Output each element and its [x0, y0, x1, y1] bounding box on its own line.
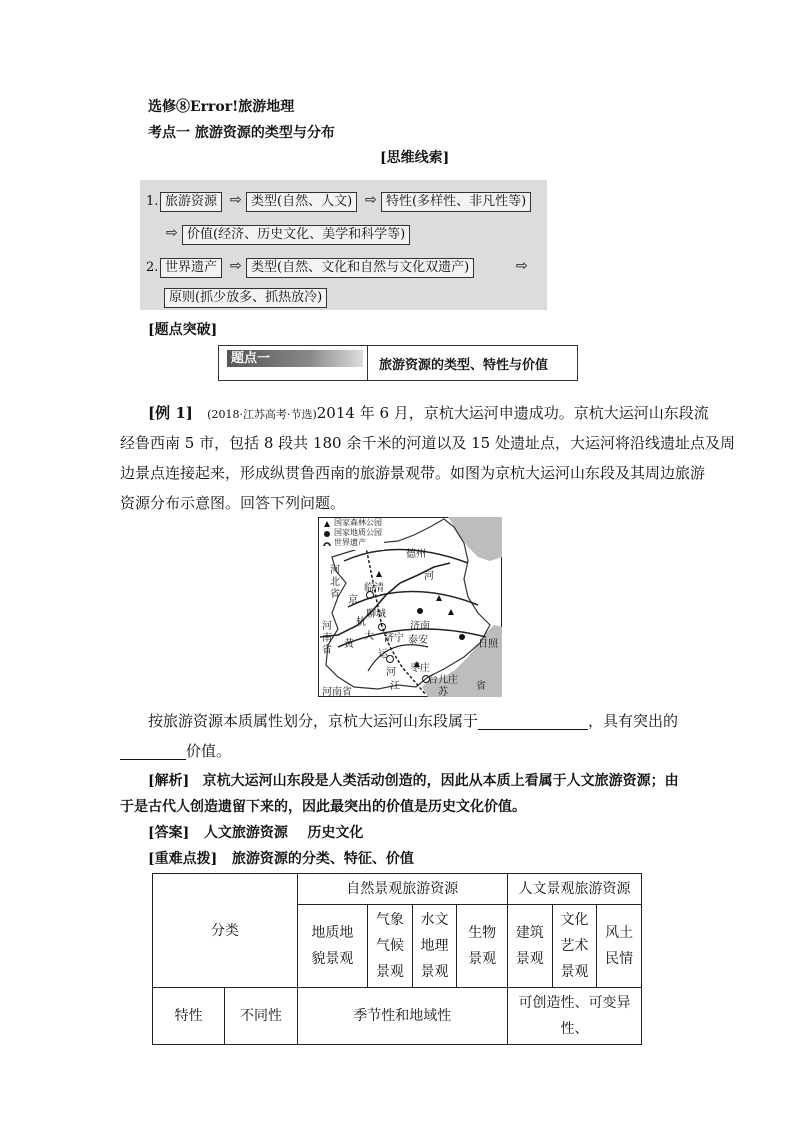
- question-line-2: [120, 736, 231, 766]
- arrow-icon: ⇨: [365, 192, 377, 208]
- label-jing: 京: [348, 595, 358, 606]
- cell-sub-line: 民情: [605, 951, 634, 967]
- place-dezhou: 德州: [406, 549, 426, 560]
- cell-sub: [368, 905, 413, 988]
- example-label: [例 1]: [148, 404, 193, 422]
- example-source: (2018·江苏高考·节选): [207, 408, 317, 421]
- mind-map: [140, 180, 547, 310]
- cell-sub: [552, 905, 597, 988]
- mm-features: 特性(多样性、非凡性等): [381, 192, 531, 212]
- analysis-label: [解析]: [148, 773, 190, 789]
- mm-types-a: 类型(自然、人文): [246, 192, 357, 212]
- label-huang: 黄: [344, 639, 354, 650]
- place-rizhao: 日照: [478, 639, 498, 650]
- analysis-line-1: [148, 767, 679, 795]
- analysis-text-1: 京杭大运河山东段是人类活动创造的，因此从本质上看属于人文旅游资源；由: [202, 773, 679, 789]
- legend-geopark: 国家地质公园: [334, 528, 382, 537]
- cell-sub-line: 生物: [468, 925, 497, 941]
- label-su: 苏: [438, 687, 448, 698]
- label-henan-nan: 南: [322, 633, 332, 644]
- cell-diff: 不同性: [225, 988, 297, 1045]
- classification-table: [152, 873, 642, 1045]
- key-points-text: 旅游资源的分类、特征、价值: [231, 851, 414, 867]
- analysis-text-2: 于是古代人创造遗留下来的，因此最突出的价值是历史文化价值。: [120, 799, 526, 815]
- cell-sub-line: 貌景观: [311, 951, 354, 967]
- arrow-icon: ⇨: [166, 225, 178, 241]
- cell-sub-line: 气象: [375, 912, 404, 928]
- label-yun: 运: [378, 649, 388, 660]
- answer-blank-1[interactable]: [478, 711, 588, 730]
- legend-world-heritage: 世界遗产: [334, 538, 366, 547]
- cell-sub-line: 建筑: [515, 925, 544, 941]
- cell-sub-line: 地质地: [311, 925, 354, 941]
- answer-line: [148, 819, 363, 847]
- thinking-label: [思维线索]: [380, 150, 450, 166]
- place-linqing: 临清: [364, 583, 384, 594]
- module-title: 选修⑧Error!旅游地理: [148, 99, 295, 115]
- label-jiang: 江: [390, 681, 400, 692]
- label-da: 大: [364, 631, 374, 642]
- key-points-line: [148, 845, 414, 873]
- topic-tag: 题点一: [227, 350, 363, 367]
- cell-human-header: 人文景观旅游资源: [507, 874, 641, 905]
- mm-world-heritage: 世界遗产: [160, 258, 222, 278]
- question-line-1: [148, 706, 678, 736]
- mm-principles: 原则(抓少放多、抓热放冷): [164, 288, 327, 308]
- cell-natural-header: 自然景观旅游资源: [297, 874, 507, 905]
- mm-num-2: 2.: [146, 260, 159, 275]
- cell-sub-line: 风土: [605, 925, 634, 941]
- cell-sub-line: 水文: [420, 912, 449, 928]
- arrow-icon: ⇨: [230, 192, 242, 208]
- key-points-label: [重难点拨]: [148, 851, 218, 867]
- cell-sub-line: 气候: [375, 938, 404, 954]
- question-text-3: 价值。: [186, 742, 232, 760]
- mm-tourism-resources: 旅游资源: [160, 192, 222, 212]
- cell-sub-line: 景观: [375, 964, 404, 980]
- label-henan-he: 河: [322, 621, 332, 632]
- cell-human-feature: 可创造性、可变异性、: [507, 988, 641, 1045]
- label-hebei-bei: 北: [330, 577, 340, 588]
- topic-banner: [218, 345, 578, 381]
- cell-feature: 特性: [153, 988, 225, 1045]
- cell-sub: [457, 905, 508, 988]
- example-text-3: 边景点连接起来，形成纵贯鲁西南的旅游景观带。如图为京杭大运河山东段及其周边旅游: [120, 464, 706, 482]
- topic-title: 旅游资源的类型、特性与价值: [379, 358, 549, 373]
- cell-sub-line: 地理: [420, 938, 449, 954]
- cell-sub-line: 景观: [515, 951, 544, 967]
- arrow-icon: ⇨: [516, 258, 528, 274]
- arrow-icon: ⇨: [230, 258, 242, 274]
- cell-sub: [597, 905, 642, 988]
- section-title: 考点一 旅游资源的类型与分布: [148, 125, 335, 141]
- label-henan-sheng: 省: [322, 645, 332, 656]
- mm-values: 价值(经济、历史文化、美学和科学等): [182, 225, 410, 245]
- label-river-he: 河: [424, 571, 434, 582]
- place-jinan: 济南: [410, 621, 430, 632]
- place-taierzhuang: 台儿庄: [428, 675, 458, 686]
- answer-text: 人文旅游资源 历史文化: [203, 825, 364, 841]
- mm-num-1: 1.: [146, 194, 159, 209]
- grand-canal-map: [318, 517, 502, 697]
- cell-sub-line: 文化: [560, 912, 589, 928]
- example-text-2: 经鲁西南 5 市，包括 8 段共 180 余千米的河道以及 15 处遗址点，大运河将沿线遗址点及周: [120, 434, 735, 452]
- cell-sub-line: 艺术: [560, 938, 589, 954]
- label-hebei-sheng: 省: [330, 589, 340, 600]
- answer-blank-2[interactable]: [120, 741, 186, 760]
- mm-types-b: 类型(自然、文化和自然与文化双遗产): [246, 258, 474, 278]
- question-text-1: 按旅游资源本质属性划分，京杭大运河山东段属于: [148, 712, 479, 730]
- legend-forest-park: 国家森林公园: [334, 518, 382, 527]
- place-liaocheng: 聊城: [366, 609, 386, 620]
- example-text-1: 2014 年 6 月，京杭大运河申遗成功。京杭大运河山东段流: [316, 404, 709, 422]
- cell-sub: [507, 905, 552, 988]
- place-zaozhuang: 枣庄: [410, 663, 430, 674]
- cell-natural-feature: 季节性和地域性: [297, 988, 507, 1045]
- place-jining: 济宁: [384, 633, 404, 644]
- cell-sub-line: 景观: [468, 951, 497, 967]
- label-jiangsu-sheng: 省: [476, 681, 486, 692]
- label-henan-bottom: 河南省: [322, 687, 352, 698]
- example-paragraph: [148, 398, 709, 430]
- breakthrough-label: [题点突破]: [148, 322, 218, 338]
- example-text-4: 资源分布示意图。回答下列问题。: [120, 494, 346, 512]
- place-taian: 泰安: [408, 635, 428, 646]
- cell-classify: 分类: [153, 874, 298, 988]
- cell-sub: [297, 905, 367, 988]
- cell-sub-line: 景观: [420, 964, 449, 980]
- label-hebei-he: 河: [330, 565, 340, 576]
- label-canal-he: 河: [386, 667, 396, 678]
- question-text-2: ，具有突出的: [588, 712, 679, 730]
- label-hang: 杭: [356, 617, 366, 628]
- answer-label: [答案]: [148, 825, 190, 841]
- cell-sub-line: 景观: [560, 964, 589, 980]
- cell-sub: [412, 905, 457, 988]
